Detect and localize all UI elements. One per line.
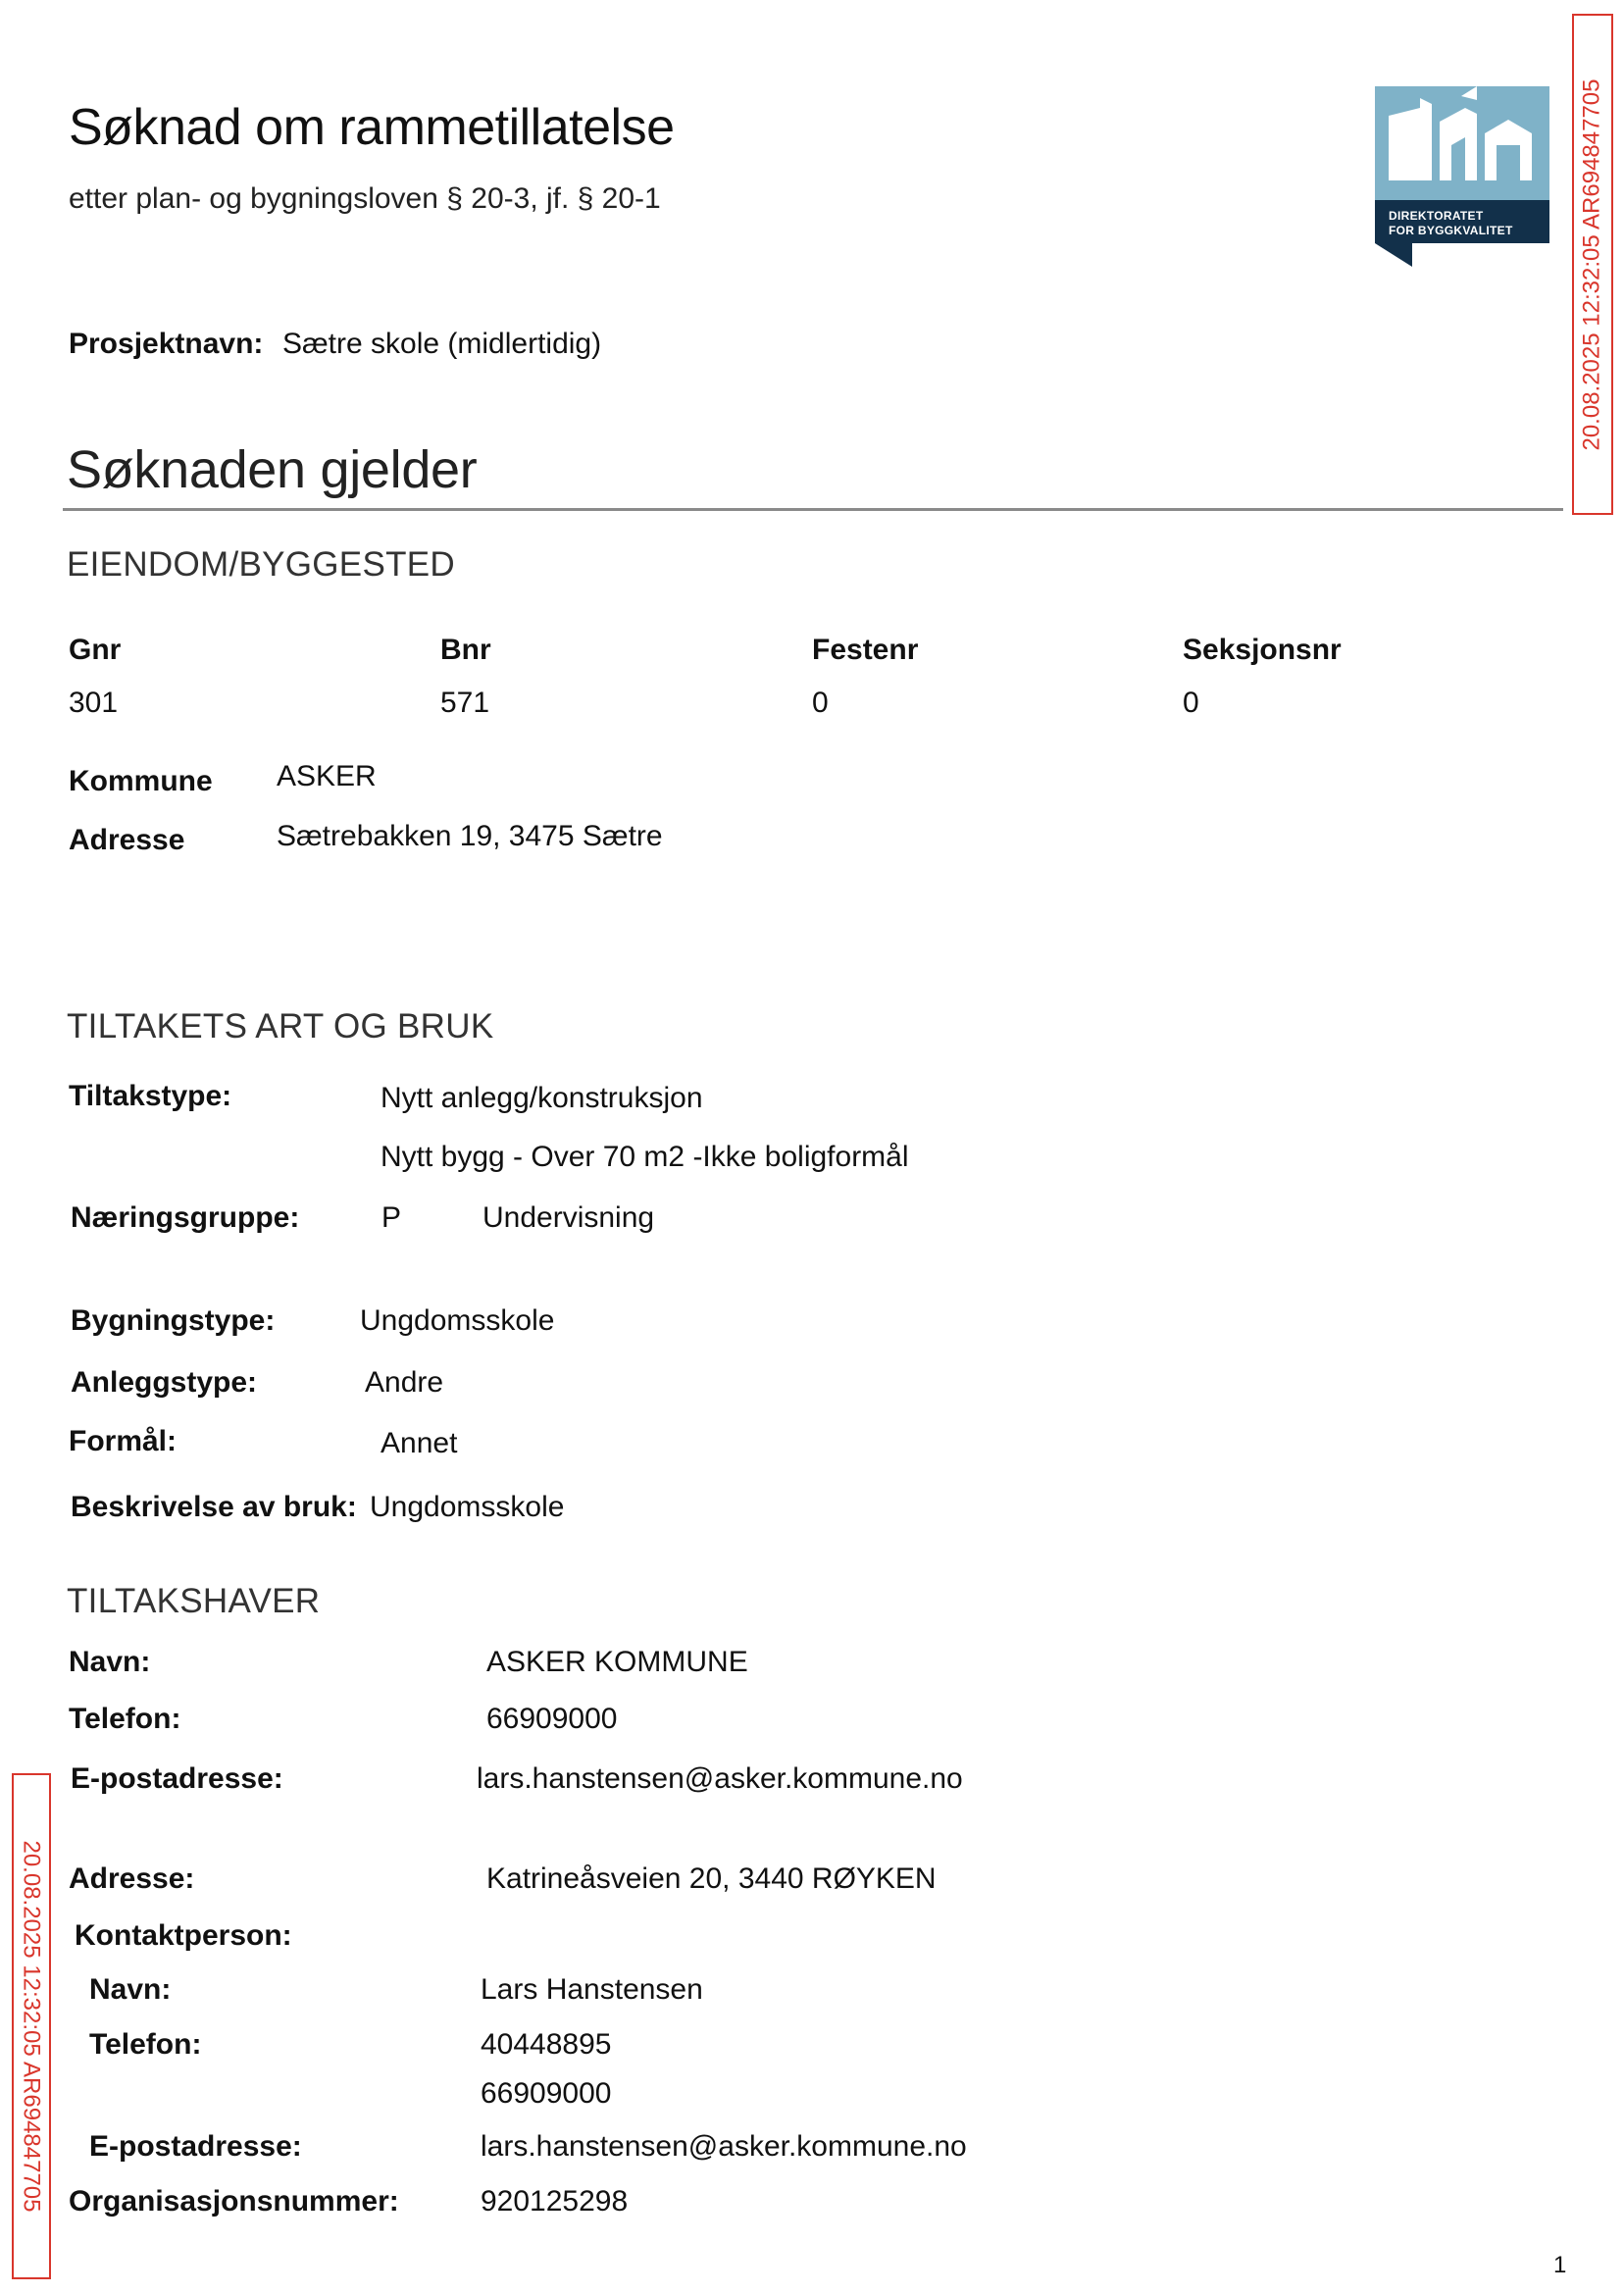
- naeringsgruppe-name: Undervisning: [482, 1201, 655, 1234]
- anleggstype-value: Andre: [365, 1366, 444, 1399]
- project-name-value: Sætre skole (midlertidig): [282, 328, 602, 360]
- contact-name-value: Lars Hanstensen: [481, 1973, 703, 2006]
- beskrivelse-value: Ungdomsskole: [370, 1491, 565, 1523]
- bnr-value: 571: [440, 687, 490, 719]
- applicant-email-value: lars.hanstensen@asker.kommune.no: [477, 1762, 963, 1795]
- org-number-value: 920125298: [481, 2185, 629, 2218]
- formal-value: Annet: [381, 1427, 458, 1459]
- page-subtitle: etter plan- og bygningsloven § 20-3, jf. § 20-1: [69, 182, 661, 215]
- page-title: Søknad om rammetillatelse: [69, 99, 675, 156]
- archive-stamp-text: 20.08.2025 12:32:05 AR694847705: [1579, 77, 1605, 451]
- bnr-label: Bnr: [440, 634, 491, 666]
- logo-text-band: [1375, 200, 1549, 243]
- applicant-address-label: Adresse:: [69, 1862, 195, 1895]
- bygningstype-value: Ungdomsskole: [360, 1304, 555, 1337]
- applicant-phone-value: 66909000: [486, 1703, 618, 1735]
- tiltakstype-label: Tiltakstype:: [69, 1080, 232, 1112]
- tiltakstype-value-2: Nytt bygg - Over 70 m2 -Ikke boligformål: [381, 1141, 909, 1173]
- festenr-label: Festenr: [812, 634, 919, 666]
- gnr-label: Gnr: [69, 634, 122, 666]
- contact-phone-value-2: 66909000: [481, 2077, 612, 2110]
- contact-email-label: E-postadresse:: [89, 2130, 302, 2163]
- section-heading: Søknaden gjelder: [67, 440, 478, 499]
- festenr-value: 0: [812, 687, 829, 719]
- naeringsgruppe-code: P: [381, 1201, 402, 1234]
- contact-phone-label: Telefon:: [89, 2028, 202, 2061]
- formal-label: Formål:: [69, 1425, 178, 1457]
- section-divider: [63, 508, 1563, 511]
- page-number: 1: [1553, 2252, 1567, 2278]
- seksjonsnr-label: Seksjonsnr: [1183, 634, 1342, 666]
- measure-heading: TILTAKETS ART OG BRUK: [67, 1007, 494, 1045]
- logo-text-line2: FOR BYGGKVALITET: [1389, 224, 1513, 237]
- logo-flag-shape: [1375, 243, 1412, 267]
- applicant-name-value: ASKER KOMMUNE: [486, 1646, 748, 1678]
- contact-person-heading: Kontaktperson:: [75, 1919, 292, 1952]
- contact-email-value: lars.hanstensen@asker.kommune.no: [481, 2130, 967, 2163]
- naeringsgruppe-label: Næringsgruppe:: [71, 1201, 300, 1234]
- org-number-label: Organisasjonsnummer:: [69, 2185, 399, 2218]
- contact-phone-value-1: 40448895: [481, 2028, 612, 2061]
- applicant-email-label: E-postadresse:: [71, 1762, 283, 1795]
- applicant-address-value: Katrineåsveien 20, 3440 RØYKEN: [486, 1862, 937, 1895]
- kommune-label: Kommune: [69, 765, 213, 797]
- kommune-value: ASKER: [277, 760, 377, 792]
- property-heading: EIENDOM/BYGGESTED: [67, 545, 455, 584]
- contact-name-label: Navn:: [89, 1973, 172, 2006]
- archive-stamp-right: [1572, 14, 1613, 515]
- applicant-heading: TILTAKSHAVER: [67, 1582, 321, 1620]
- archive-stamp-left: [12, 1773, 51, 2279]
- tiltakstype-value-1: Nytt anlegg/konstruksjon: [381, 1082, 703, 1114]
- bygningstype-label: Bygningstype:: [71, 1304, 276, 1337]
- applicant-phone-label: Telefon:: [69, 1703, 181, 1735]
- project-name-label: Prosjektnavn:: [69, 328, 264, 360]
- seksjonsnr-value: 0: [1183, 687, 1199, 719]
- logo-building-icon: [1375, 86, 1549, 200]
- adresse-label: Adresse: [69, 824, 185, 856]
- dibk-logo: [1375, 86, 1549, 275]
- adresse-value: Sætrebakken 19, 3475 Sætre: [277, 820, 663, 852]
- applicant-name-label: Navn:: [69, 1646, 151, 1678]
- anleggstype-label: Anleggstype:: [71, 1366, 258, 1399]
- logo-text-line1: DIREKTORATET: [1389, 209, 1484, 223]
- gnr-value: 301: [69, 687, 119, 719]
- beskrivelse-label: Beskrivelse av bruk:: [71, 1491, 357, 1523]
- archive-stamp-text: 20.08.2025 12:32:05 AR694847705: [19, 1840, 45, 2213]
